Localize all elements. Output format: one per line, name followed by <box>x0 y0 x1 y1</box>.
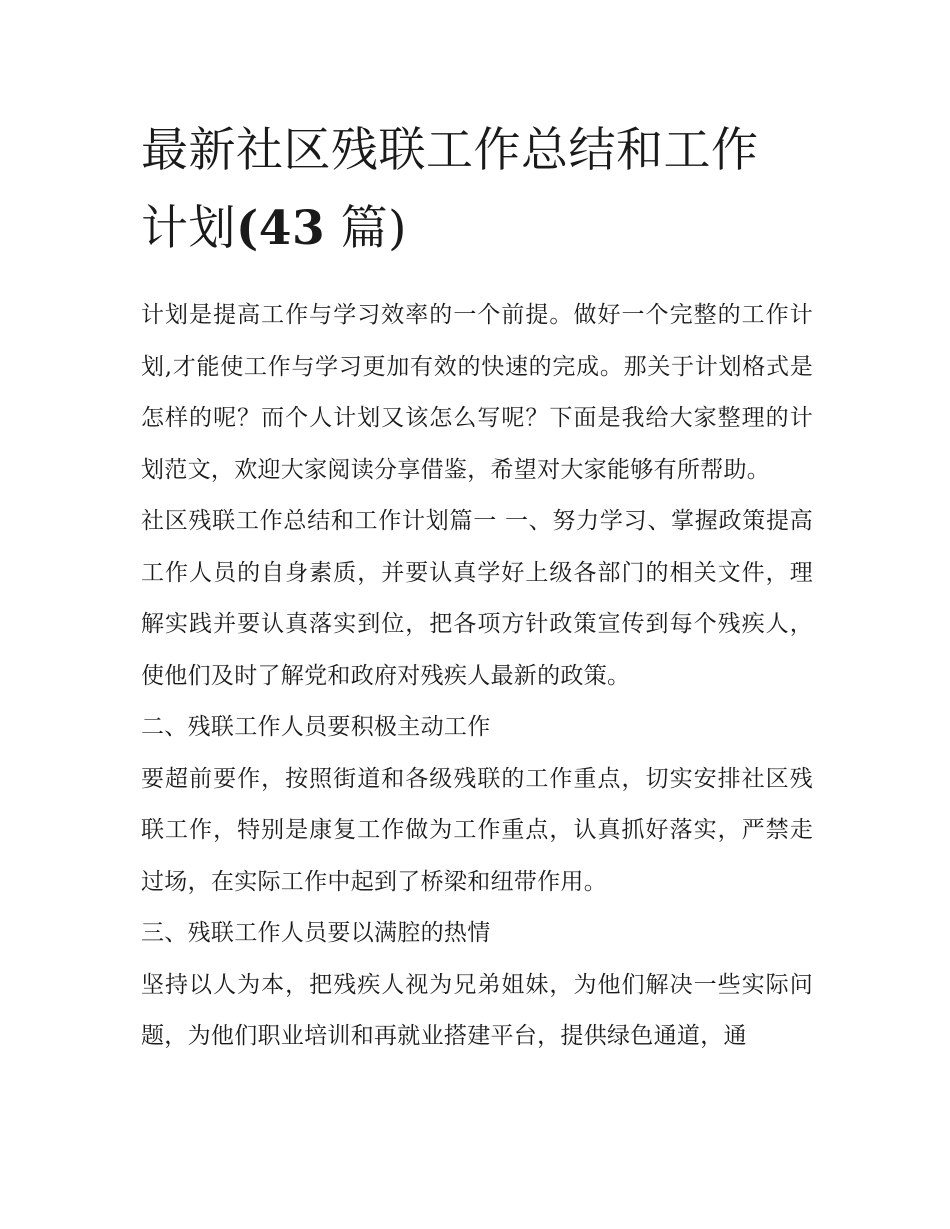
title-line-2-suffix: 篇) <box>325 201 407 256</box>
document-page <box>141 112 813 1063</box>
title-line-2-prefix: 计划 <box>141 201 236 256</box>
section-two-paragraph: 要超前要作，按照街道和各级残联的工作重点，切实安排社区残联工作，特别是康复工作做为工作重点，认真抓好落实，严禁走过场，在实际工作中起到了桥梁和纽带作用。 <box>141 765 813 895</box>
title-count: (43 <box>236 201 326 256</box>
section-two-heading: 二、残联工作人员要积极主动工作 <box>141 714 491 740</box>
intro-paragraph: 计划是提高工作与学习效率的一个前提。做好一个完整的工作计划,才能使工作与学习更加有效的快速的完成。那关于计划格式是怎样的呢？而个人计划又该怎么写呢？下面是我给大家整理的计划范文，欢迎大家阅读分享借鉴，希望对大家能够有所帮助。 <box>141 302 813 483</box>
title-line-1: 最新社区残联工作总结和工作 <box>141 123 759 178</box>
document-body <box>141 290 813 1063</box>
section-one-paragraph: 社区残联工作总结和工作计划篇一 一、努力学习、掌握政策提高工作人员的自身素质，并要认真学好上级各部门的相关文件，理解实践并要认真落实到位，把各项方针政策宣传到每个残疾人，使他们及时了解党和政府对残疾人最新的政策。 <box>141 508 813 689</box>
document-title <box>141 112 813 268</box>
section-three-heading: 三、残联工作人员要以满腔的热情 <box>141 920 491 946</box>
section-three-paragraph: 坚持以人为本，把残疾人视为兄弟姐妹，为他们解决一些实际问题，为他们职业培训和再就业搭建平台，提供绿色通道，通 <box>141 971 813 1049</box>
